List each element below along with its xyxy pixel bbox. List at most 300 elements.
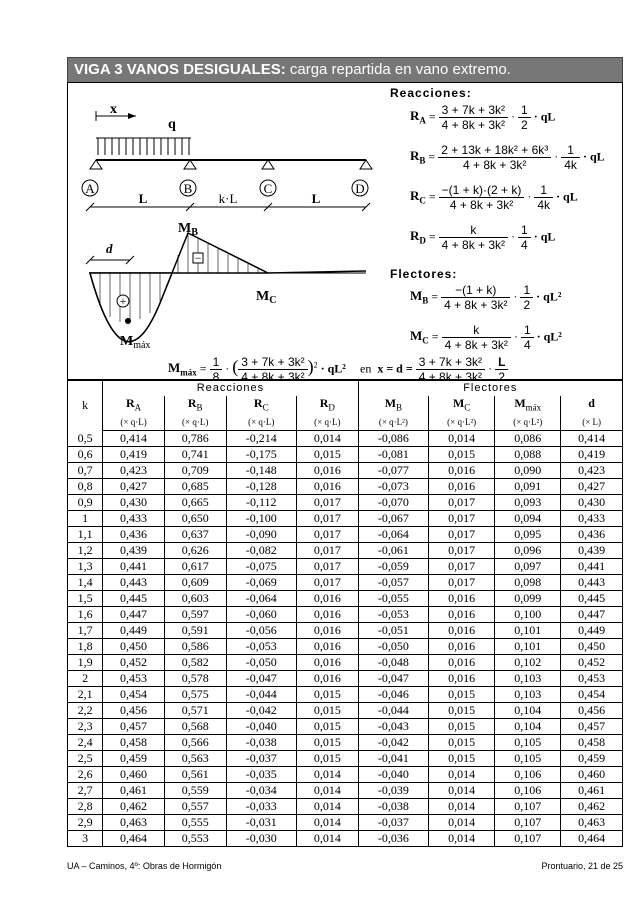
table-cell: 3 <box>68 831 103 847</box>
table-row <box>68 767 623 783</box>
table-cell: 0,436 <box>561 527 623 543</box>
table-cell: 0,445 <box>103 591 165 607</box>
table-cell: 0,685 <box>164 479 226 495</box>
table-cell: 0,103 <box>495 687 561 703</box>
table-cell: 0,8 <box>68 479 103 495</box>
table-cell: 0,016 <box>429 479 495 495</box>
table-cell: 0,456 <box>561 703 623 719</box>
table-row <box>68 655 623 671</box>
table-cell: -0,148 <box>226 463 296 479</box>
table-cell: 0,457 <box>103 719 165 735</box>
table-cell: 0,014 <box>296 767 358 783</box>
table-cell: -0,034 <box>226 783 296 799</box>
footer-left: UA – Caminos, 4º: Obras de Hormigón <box>67 861 222 871</box>
table-cell: 0,091 <box>495 479 561 495</box>
table-cell: -0,041 <box>358 751 428 767</box>
table-cell: 0,101 <box>495 639 561 655</box>
table-cell: 0,017 <box>429 527 495 543</box>
table-cell: -0,030 <box>226 831 296 847</box>
table-cell: 1,8 <box>68 639 103 655</box>
table-cell: 0,014 <box>296 799 358 815</box>
table-cell: -0,044 <box>358 703 428 719</box>
col-unit-5: (× q·L²) <box>429 415 495 431</box>
table-cell: 0,456 <box>103 703 165 719</box>
table-cell: 0,086 <box>495 431 561 447</box>
table-cell: 0,099 <box>495 591 561 607</box>
table-cell: -0,073 <box>358 479 428 495</box>
table-cell: 0,449 <box>103 623 165 639</box>
table-cell: 0,553 <box>164 831 226 847</box>
col-unit-3: (× q·L) <box>296 415 358 431</box>
table-cell: 0,441 <box>103 559 165 575</box>
table-cell: 0,427 <box>561 479 623 495</box>
table-cell: -0,037 <box>358 815 428 831</box>
table-cell: 0,561 <box>164 767 226 783</box>
table-cell: 0,014 <box>429 431 495 447</box>
table-cell: 0,460 <box>561 767 623 783</box>
svg-text:L: L <box>311 191 321 206</box>
table-cell: 0,017 <box>429 495 495 511</box>
table-cell: 0,555 <box>164 815 226 831</box>
plus-sign: + <box>119 294 127 308</box>
table-row <box>68 543 623 559</box>
table-cell: 0,9 <box>68 495 103 511</box>
svg-text:B: B <box>183 181 193 196</box>
table-cell: 0,015 <box>296 735 358 751</box>
table-row <box>68 815 623 831</box>
table-cell: -0,044 <box>226 687 296 703</box>
table-cell: 0,449 <box>561 623 623 639</box>
table-cell: 0,017 <box>296 559 358 575</box>
page-content <box>67 57 623 847</box>
col-k-header: k <box>68 381 103 431</box>
table-cell: 0,559 <box>164 783 226 799</box>
mc-label: $M_C$ <box>256 289 277 306</box>
table-cell: 0,106 <box>495 767 561 783</box>
col-header-6: $M_{máx}$ <box>495 396 561 415</box>
table-cell: 0,650 <box>164 511 226 527</box>
table-cell: 2,5 <box>68 751 103 767</box>
table-cell: 0,017 <box>429 559 495 575</box>
table-cell: -0,112 <box>226 495 296 511</box>
table-cell: -0,060 <box>226 607 296 623</box>
table-cell: 0,015 <box>429 687 495 703</box>
table-cell: 0,016 <box>296 623 358 639</box>
table-cell: 1,7 <box>68 623 103 639</box>
table-cell: -0,040 <box>358 767 428 783</box>
table-cell: 0,443 <box>103 575 165 591</box>
table-row <box>68 495 623 511</box>
title-bold: VIGA 3 VANOS DESIGUALES: <box>74 61 286 78</box>
table-cell: 0,575 <box>164 687 226 703</box>
table-cell: 0,568 <box>164 719 226 735</box>
d-dimension <box>86 241 134 264</box>
table-cell: 0,016 <box>429 607 495 623</box>
group-flectores: Flectores <box>358 381 622 397</box>
table-cell: 0,014 <box>296 815 358 831</box>
table-cell: -0,214 <box>226 431 296 447</box>
table-cell: -0,036 <box>358 831 428 847</box>
table-cell: 0,104 <box>495 719 561 735</box>
span-dimensions <box>86 191 370 211</box>
table-cell: 0,423 <box>561 463 623 479</box>
formula-mc: $M_C$ = $\frac{k}{\text{4 + 8k + 3k²}}$ · $\frac{1}{4}$ · qL² <box>410 323 562 352</box>
table-cell: 0,447 <box>103 607 165 623</box>
table-cell: 0,447 <box>561 607 623 623</box>
x-label: x <box>110 102 117 117</box>
table-cell: 0,439 <box>561 543 623 559</box>
page-title <box>67 57 623 82</box>
table-cell: 0,095 <box>495 527 561 543</box>
table-row <box>68 591 623 607</box>
table-row <box>68 783 623 799</box>
table-cell: -0,086 <box>358 431 428 447</box>
table-cell: 0,458 <box>561 735 623 751</box>
table-cell: -0,100 <box>226 511 296 527</box>
table-row <box>68 639 623 655</box>
distributed-load-arrows <box>98 138 189 155</box>
table-cell: -0,057 <box>358 575 428 591</box>
table-cell: 0,017 <box>429 575 495 591</box>
svg-text:A: A <box>85 181 95 196</box>
table-cell: 0,609 <box>164 575 226 591</box>
table-cell: -0,067 <box>358 511 428 527</box>
table-cell: 0,016 <box>296 591 358 607</box>
table-cell: 0,015 <box>296 447 358 463</box>
formula-mmax: $M_{máx}$ = $\frac{1}{8}$ · ( $\frac{\text{3 + 7k + 3k²}}{\text{4 + 8k + 3k²}}$ )$^2$ · qL² <box>168 355 346 384</box>
table-cell: -0,035 <box>226 767 296 783</box>
table-cell: 0,591 <box>164 623 226 639</box>
footer-right: Prontuario, 21 de 25 <box>541 861 623 871</box>
table-cell: 0,454 <box>561 687 623 703</box>
table-cell: 0,016 <box>429 639 495 655</box>
table-cell: 0,014 <box>429 783 495 799</box>
table-row <box>68 447 623 463</box>
col-header-4: $M_B$ <box>358 396 428 415</box>
table-cell: 0,017 <box>296 543 358 559</box>
table-cell: 1,1 <box>68 527 103 543</box>
table-cell: 0,460 <box>103 767 165 783</box>
table-cell: -0,075 <box>226 559 296 575</box>
table-cell: 0,443 <box>561 575 623 591</box>
table-cell: -0,064 <box>226 591 296 607</box>
col-unit-4: (× q·L²) <box>358 415 428 431</box>
svg-text:d: d <box>106 241 113 256</box>
table-cell: 0,563 <box>164 751 226 767</box>
table-row <box>68 735 623 751</box>
table-cell: 0,458 <box>103 735 165 751</box>
table-cell: 0,459 <box>561 751 623 767</box>
table-cell: 0,014 <box>429 815 495 831</box>
col-unit-6: (× q·L²) <box>495 415 561 431</box>
table-cell: 0,016 <box>429 671 495 687</box>
table-cell: 0,017 <box>429 543 495 559</box>
table-cell: 0,462 <box>103 799 165 815</box>
table-cell: 0,101 <box>495 623 561 639</box>
table-cell: -0,050 <box>226 655 296 671</box>
table-cell: -0,055 <box>358 591 428 607</box>
table-row <box>68 687 623 703</box>
table-cell: -0,064 <box>358 527 428 543</box>
table-cell: 2,9 <box>68 815 103 831</box>
table-cell: 0,459 <box>103 751 165 767</box>
support-symbols <box>90 160 372 169</box>
table-cell: 0,637 <box>164 527 226 543</box>
col-unit-7: (× L) <box>561 415 623 431</box>
x-arrowhead <box>128 113 136 119</box>
table-cell: 0,107 <box>495 815 561 831</box>
table-cell: -0,051 <box>358 623 428 639</box>
table-cell: 0,017 <box>296 575 358 591</box>
flectores-heading: Flectores: <box>390 267 458 281</box>
table-cell: 0,104 <box>495 703 561 719</box>
table-cell: -0,050 <box>358 639 428 655</box>
table-cell: 0,100 <box>495 607 561 623</box>
table-cell: 0,450 <box>561 639 623 655</box>
svg-text:D: D <box>355 181 365 196</box>
table-row <box>68 559 623 575</box>
table-cell: 0,603 <box>164 591 226 607</box>
table-cell: -0,042 <box>226 703 296 719</box>
table-cell: 0,093 <box>495 495 561 511</box>
table-cell: -0,053 <box>358 607 428 623</box>
table-cell: 0,414 <box>103 431 165 447</box>
table-cell: 0,419 <box>561 447 623 463</box>
table-cell: 0,436 <box>103 527 165 543</box>
table-cell: -0,040 <box>226 719 296 735</box>
col-header-3: $R_D$ <box>296 396 358 415</box>
table-cell: 0,452 <box>103 655 165 671</box>
mmax-label: $M_{máx}$ <box>120 334 151 351</box>
table-cell: 1,5 <box>68 591 103 607</box>
table-cell: -0,070 <box>358 495 428 511</box>
table-cell: 0,103 <box>495 671 561 687</box>
table-cell: 0,015 <box>296 687 358 703</box>
table-cell: 0,454 <box>103 687 165 703</box>
col-unit-1: (× q·L) <box>164 415 226 431</box>
table-cell: 0,016 <box>296 655 358 671</box>
table-cell: -0,033 <box>226 799 296 815</box>
formula-xd: en x = d = $\frac{\text{3 + 7k + 3k²}}{\text{4 + 8k + 3k²}}$ · $\frac{L}{2}$ <box>360 355 508 384</box>
table-cell: -0,042 <box>358 735 428 751</box>
table-cell: 0,014 <box>429 767 495 783</box>
table-cell: 0,445 <box>561 591 623 607</box>
col-unit-0: (× q·L) <box>103 415 165 431</box>
table-cell: -0,038 <box>226 735 296 751</box>
table-cell: 0,441 <box>561 559 623 575</box>
formula-ra: $R_A$ = $\frac{\text{3 + 7k + 3k²}}{\text{4 + 8k + 3k²}}$ · $\frac{1}{2}$ · qL <box>410 103 556 132</box>
table-cell: 0,015 <box>296 703 358 719</box>
table-cell: 0,016 <box>296 607 358 623</box>
mb-label: $M_B$ <box>178 221 198 238</box>
table-cell: 0,015 <box>429 719 495 735</box>
table-cell: -0,043 <box>358 719 428 735</box>
table-cell: 0,016 <box>429 463 495 479</box>
table-cell: 0,105 <box>495 735 561 751</box>
table-cell: 0,786 <box>164 431 226 447</box>
table-cell: 0,453 <box>103 671 165 687</box>
table-cell: 0,106 <box>495 783 561 799</box>
formula-rd: $R_D$ = $\frac{k}{\text{4 + 8k + 3k²}}$ · $\frac{1}{4}$ · qL <box>410 223 556 252</box>
table-cell: 0,626 <box>164 543 226 559</box>
table-cell: 0,582 <box>164 655 226 671</box>
table-cell: 0,461 <box>561 783 623 799</box>
table-cell: -0,053 <box>226 639 296 655</box>
table-row <box>68 623 623 639</box>
table-cell: 0,430 <box>103 495 165 511</box>
table-cell: 1,2 <box>68 543 103 559</box>
table-cell: 0,016 <box>296 639 358 655</box>
table-cell: 0,014 <box>296 831 358 847</box>
table-cell: 0,427 <box>103 479 165 495</box>
table-cell: 1,3 <box>68 559 103 575</box>
table-cell: 2,6 <box>68 767 103 783</box>
col-header-5: $M_C$ <box>429 396 495 415</box>
table-cell: 1,9 <box>68 655 103 671</box>
table-cell: 0,452 <box>561 655 623 671</box>
table-row <box>68 671 623 687</box>
table-cell: 0,464 <box>103 831 165 847</box>
table-cell: 0,457 <box>561 719 623 735</box>
table-cell: -0,077 <box>358 463 428 479</box>
table-row <box>68 751 623 767</box>
table-cell: 0,015 <box>296 751 358 767</box>
table-cell: 0,016 <box>296 463 358 479</box>
table-cell: -0,128 <box>226 479 296 495</box>
table-cell: 0,578 <box>164 671 226 687</box>
svg-text:C: C <box>263 181 273 196</box>
table-cell: 0,015 <box>296 719 358 735</box>
table-cell: 0,016 <box>429 655 495 671</box>
table-cell: 0,430 <box>561 495 623 511</box>
table-row <box>68 463 623 479</box>
table-row <box>68 479 623 495</box>
table-cell: 0,107 <box>495 799 561 815</box>
formula-rc: $R_C$ = $\frac{-(1 + k)\cdot(2 + k)}{\text{4 + 8k + 3k²}}$ · $\frac{1}{4k}$ · qL <box>410 183 578 212</box>
col-header-2: $R_C$ <box>226 396 296 415</box>
max-moment-point <box>125 318 131 324</box>
table-cell: 0,102 <box>495 655 561 671</box>
table-cell: 0,433 <box>103 511 165 527</box>
table-row <box>68 511 623 527</box>
table-row <box>68 799 623 815</box>
table-cell: 0,433 <box>561 511 623 527</box>
reactions-heading: Reacciones: <box>390 86 472 100</box>
table-cell: -0,047 <box>358 671 428 687</box>
table-cell: 0,017 <box>296 527 358 543</box>
table-cell: 0,423 <box>103 463 165 479</box>
table-cell: 0,461 <box>103 783 165 799</box>
table-cell: 2,1 <box>68 687 103 703</box>
table-cell: 2,3 <box>68 719 103 735</box>
table-cell: 0,094 <box>495 511 561 527</box>
table-cell: 0,617 <box>164 559 226 575</box>
minus-sign: − <box>194 251 202 265</box>
table-cell: 0,015 <box>429 735 495 751</box>
table-cell: 0,015 <box>429 751 495 767</box>
table-cell: 0,090 <box>495 463 561 479</box>
table-cell: 1 <box>68 511 103 527</box>
table-cell: 0,098 <box>495 575 561 591</box>
beam-diagram <box>68 83 388 379</box>
table-cell: 0,016 <box>429 591 495 607</box>
table-cell: 0,414 <box>561 431 623 447</box>
table-cell: 0,709 <box>164 463 226 479</box>
table-cell: -0,047 <box>226 671 296 687</box>
table-cell: 0,016 <box>296 479 358 495</box>
table-cell: 0,016 <box>296 671 358 687</box>
table-cell: 0,586 <box>164 639 226 655</box>
table-row <box>68 527 623 543</box>
table-row <box>68 431 623 447</box>
table-cell: 0,450 <box>103 639 165 655</box>
table-cell: -0,031 <box>226 815 296 831</box>
table-cell: 0,571 <box>164 703 226 719</box>
table-row <box>68 719 623 735</box>
table-cell: 0,015 <box>429 447 495 463</box>
table-cell: -0,090 <box>226 527 296 543</box>
table-cell: 0,557 <box>164 799 226 815</box>
table-cell: -0,082 <box>226 543 296 559</box>
table-cell: -0,046 <box>358 687 428 703</box>
table-cell: 1,4 <box>68 575 103 591</box>
col-header-7: d <box>561 396 623 415</box>
table-cell: 0,5 <box>68 431 103 447</box>
table-cell: 0,597 <box>164 607 226 623</box>
negative-hatch <box>178 234 258 273</box>
group-reacciones: Reacciones <box>103 381 358 397</box>
col-header-1: $R_B$ <box>164 396 226 415</box>
table-cell: 0,107 <box>495 831 561 847</box>
table-cell: 0,463 <box>103 815 165 831</box>
table-cell: 1,6 <box>68 607 103 623</box>
table-cell: -0,069 <box>226 575 296 591</box>
table-cell: 0,096 <box>495 543 561 559</box>
table-cell: 0,015 <box>429 703 495 719</box>
table-cell: 0,014 <box>296 431 358 447</box>
table-cell: -0,056 <box>226 623 296 639</box>
table-cell: 2,8 <box>68 799 103 815</box>
table-cell: 0,017 <box>429 511 495 527</box>
table-row <box>68 703 623 719</box>
formula-rb: $R_B$ = $\frac{\text{2 + 13k + 18k² + 6k³}}{\text{4 + 8k + 3k²}}$ · $\frac{1}{4k}$ · qL <box>410 143 605 172</box>
table-cell: -0,039 <box>358 783 428 799</box>
table-cell: 0,462 <box>561 799 623 815</box>
results-table <box>67 380 623 847</box>
svg-text:k·L: k·L <box>218 191 238 206</box>
col-header-0: $R_A$ <box>103 396 165 415</box>
table-row <box>68 575 623 591</box>
table-cell: 0,6 <box>68 447 103 463</box>
table-cell: 0,665 <box>164 495 226 511</box>
title-rest: carga repartida en vano extremo. <box>285 61 511 78</box>
table-cell: -0,048 <box>358 655 428 671</box>
table-cell: 0,453 <box>561 671 623 687</box>
col-unit-2: (× q·L) <box>226 415 296 431</box>
table-cell: 2,2 <box>68 703 103 719</box>
table-cell: 0,014 <box>296 783 358 799</box>
table-cell: 0,088 <box>495 447 561 463</box>
table-cell: 0,097 <box>495 559 561 575</box>
table-cell: 0,105 <box>495 751 561 767</box>
table-cell: 0,464 <box>561 831 623 847</box>
table-cell: -0,037 <box>226 751 296 767</box>
table-row <box>68 607 623 623</box>
q-label: q <box>168 117 176 132</box>
table-cell: 0,014 <box>429 799 495 815</box>
table-cell: 0,741 <box>164 447 226 463</box>
table-cell: 0,7 <box>68 463 103 479</box>
